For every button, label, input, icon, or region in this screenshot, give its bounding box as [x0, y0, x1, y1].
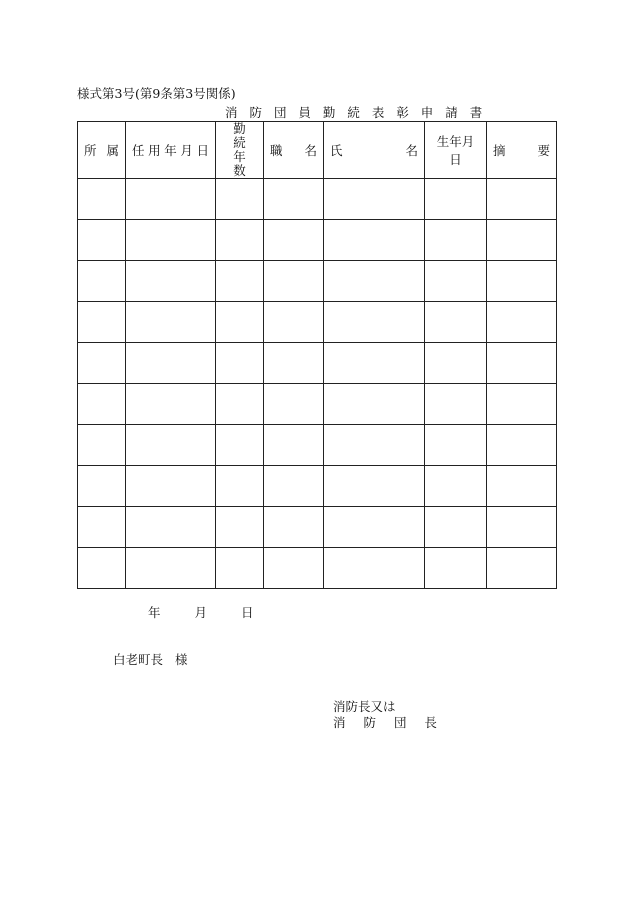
header-birth-date: 生年月日: [425, 122, 487, 179]
table-row: [78, 384, 557, 425]
table-cell[interactable]: [78, 384, 126, 425]
table-cell[interactable]: [264, 220, 324, 261]
table-cell[interactable]: [126, 302, 216, 343]
table-row: [78, 179, 557, 220]
table-cell[interactable]: [264, 425, 324, 466]
date-year-label: 年: [148, 605, 161, 620]
table-cell[interactable]: [324, 302, 425, 343]
table-cell[interactable]: [78, 507, 126, 548]
table-cell[interactable]: [487, 466, 557, 507]
table-cell[interactable]: [264, 466, 324, 507]
table-cell[interactable]: [487, 220, 557, 261]
table-cell[interactable]: [324, 466, 425, 507]
header-appointment-date: 任 用 年 月 日: [126, 122, 216, 179]
table-cell[interactable]: [78, 261, 126, 302]
table-cell[interactable]: [324, 343, 425, 384]
table-cell[interactable]: [425, 466, 487, 507]
table-cell[interactable]: [425, 302, 487, 343]
table-cell[interactable]: [216, 302, 264, 343]
table-row: [78, 507, 557, 548]
table-cell[interactable]: [216, 425, 264, 466]
table-row: [78, 261, 557, 302]
table-cell[interactable]: [324, 425, 425, 466]
header-position: 職 名: [264, 122, 324, 179]
table-cell[interactable]: [126, 425, 216, 466]
header-service-years: 勤 続 年 数: [216, 122, 264, 179]
table-cell[interactable]: [487, 343, 557, 384]
table-cell[interactable]: [425, 548, 487, 589]
table-cell[interactable]: [264, 179, 324, 220]
table-cell[interactable]: [264, 343, 324, 384]
table-cell[interactable]: [487, 425, 557, 466]
table-row: [78, 302, 557, 343]
table-cell[interactable]: [216, 220, 264, 261]
table-cell[interactable]: [487, 548, 557, 589]
table-cell[interactable]: [126, 384, 216, 425]
table-body: [78, 179, 557, 589]
table-cell[interactable]: [126, 343, 216, 384]
table-cell[interactable]: [425, 179, 487, 220]
table-cell[interactable]: [126, 507, 216, 548]
form-number-label: 様式第3号(第9条第3号関係): [77, 86, 236, 101]
table-cell[interactable]: [425, 507, 487, 548]
applicant-title-line2: 消 防 団 長: [333, 715, 444, 730]
table-cell[interactable]: [264, 261, 324, 302]
table-cell[interactable]: [126, 220, 216, 261]
table-cell[interactable]: [425, 261, 487, 302]
table-cell[interactable]: [216, 548, 264, 589]
table-cell[interactable]: [78, 220, 126, 261]
table-cell[interactable]: [126, 261, 216, 302]
table-cell[interactable]: [324, 261, 425, 302]
table-cell[interactable]: [324, 220, 425, 261]
addressee-honorific: 様: [175, 652, 188, 667]
table-cell[interactable]: [487, 302, 557, 343]
table-cell[interactable]: [425, 384, 487, 425]
table-cell[interactable]: [78, 343, 126, 384]
table-cell[interactable]: [264, 302, 324, 343]
form-title: 消 防 団 員 勤 続 表 彰 申 請 書: [225, 105, 487, 120]
table-cell[interactable]: [264, 548, 324, 589]
table-cell[interactable]: [425, 220, 487, 261]
table-cell[interactable]: [126, 466, 216, 507]
table-row: [78, 425, 557, 466]
table-cell[interactable]: [78, 466, 126, 507]
table-cell[interactable]: [126, 548, 216, 589]
table-cell[interactable]: [324, 548, 425, 589]
table-cell[interactable]: [324, 384, 425, 425]
header-remarks: 摘 要: [487, 122, 557, 179]
table-cell[interactable]: [78, 425, 126, 466]
applicant-title-line1: 消防長又は: [333, 699, 396, 714]
table-cell[interactable]: [487, 261, 557, 302]
table-cell[interactable]: [216, 343, 264, 384]
addressee: [113, 650, 188, 668]
table-cell[interactable]: [216, 466, 264, 507]
table-cell[interactable]: [324, 507, 425, 548]
table-row: [78, 343, 557, 384]
header-affiliation: 所 属: [78, 122, 126, 179]
table-cell[interactable]: [487, 384, 557, 425]
table-cell[interactable]: [264, 384, 324, 425]
table-cell[interactable]: [216, 261, 264, 302]
table-row: [78, 548, 557, 589]
table-cell[interactable]: [487, 179, 557, 220]
date-month-label: 月: [194, 605, 207, 620]
table-cell[interactable]: [126, 179, 216, 220]
table-cell[interactable]: [324, 179, 425, 220]
date-day-label: 日: [240, 605, 254, 620]
addressee-name: 白老町長: [113, 652, 164, 667]
table-cell[interactable]: [425, 343, 487, 384]
table-cell[interactable]: [78, 548, 126, 589]
table-cell[interactable]: [425, 425, 487, 466]
table-row: [78, 466, 557, 507]
table-cell[interactable]: [216, 384, 264, 425]
header-name: 氏 名: [324, 122, 425, 179]
table-row: [78, 220, 557, 261]
table-cell[interactable]: [216, 507, 264, 548]
table-cell[interactable]: [216, 179, 264, 220]
date-line: [148, 603, 253, 621]
table-cell[interactable]: [264, 507, 324, 548]
commendation-table: [77, 121, 557, 589]
table-header-row: [78, 122, 557, 179]
table-cell[interactable]: [78, 179, 126, 220]
table-cell[interactable]: [78, 302, 126, 343]
table-cell[interactable]: [487, 507, 557, 548]
